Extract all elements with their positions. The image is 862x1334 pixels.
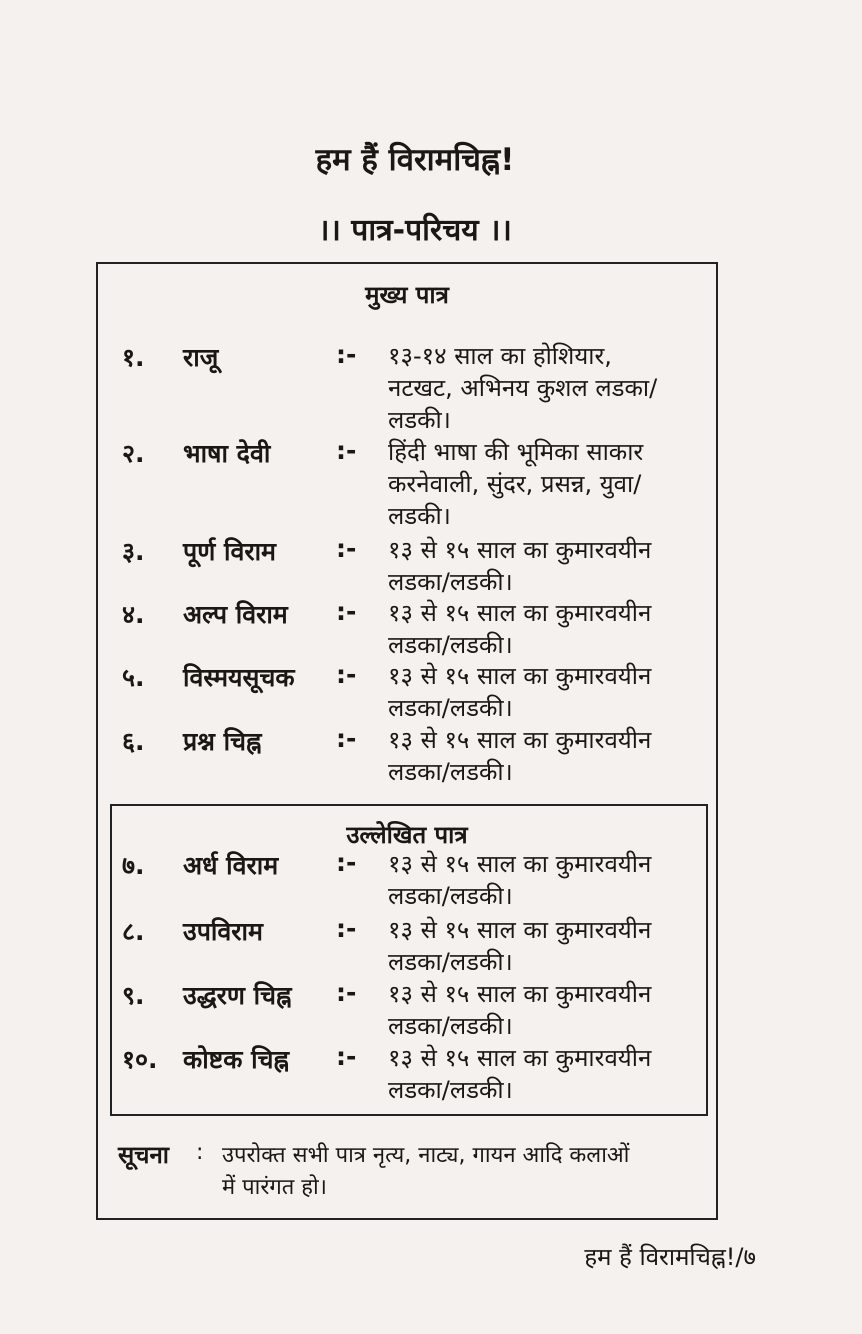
character-name: कोष्टक चिह्न <box>183 1045 290 1074</box>
character-number: ३. <box>122 537 145 566</box>
character-description: १३ से १५ साल का कुमारवयीन लडका/लडकी। <box>388 599 652 659</box>
separator: :- <box>336 534 357 563</box>
character-name: उपविराम <box>183 917 263 946</box>
separator: :- <box>336 660 357 689</box>
character-name: उद्धरण चिह्न <box>183 981 292 1010</box>
character-description: १३ से १५ साल का कुमारवयीन लडका/लडकी। <box>388 662 652 722</box>
character-number: ५. <box>122 663 145 692</box>
character-name: अर्ध विराम <box>183 851 279 880</box>
note-label: सूचना <box>118 1141 169 1169</box>
character-description: १३ से १५ साल का कुमारवयीन लडका/लडकी। <box>388 1044 652 1104</box>
character-number: २. <box>122 439 145 468</box>
page-title: हम हैं विरामचिह्न! <box>315 142 515 178</box>
character-description: १३ से १५ साल का कुमारवयीन लडका/लडकी। <box>388 980 652 1040</box>
separator: :- <box>336 978 357 1007</box>
character-name: प्रश्न चिह्न <box>183 727 262 756</box>
character-name: पूर्ण विराम <box>183 537 277 566</box>
page-subtitle: ।। पात्र-परिचय ।। <box>318 213 512 248</box>
character-name: विस्मयसूचक <box>183 663 295 692</box>
separator: :- <box>336 597 357 626</box>
character-number: ७. <box>122 851 145 880</box>
character-description: १३ से १५ साल का कुमारवयीन लडका/लडकी। <box>388 536 652 596</box>
character-description: हिंदी भाषा की भूमिका साकार करनेवाली, सुंदर, प्रसन्न, युवा/ लडकी। <box>388 438 644 530</box>
character-name: भाषा देवी <box>183 439 271 468</box>
character-number: ६. <box>122 727 145 756</box>
note-text: उपरोक्त सभी पात्र नृत्य, नाट्य, गायन आदि कलाओं में पारंगत हो। <box>222 1143 630 1200</box>
separator: :- <box>336 436 357 465</box>
character-description: १३ से १५ साल का कुमारवयीन लडका/लडकी। <box>388 726 652 786</box>
main-characters-heading: मुख्य पात्र <box>365 281 449 309</box>
character-number: १०. <box>122 1045 158 1074</box>
separator: :- <box>336 1042 357 1071</box>
note-separator: : <box>196 1140 204 1165</box>
character-row <box>0 1042 862 1152</box>
character-number: ४. <box>122 600 145 629</box>
character-description: १३ से १५ साल का कुमारवयीन लडका/लडकी। <box>388 850 652 910</box>
character-number: ९. <box>122 981 145 1010</box>
character-description: १३-१४ साल का होशियार, नटखट, अभिनय कुशल लडका/ लडकी। <box>388 342 658 434</box>
character-row <box>0 436 862 546</box>
separator: :- <box>336 848 357 877</box>
page-footer: हम हैं विरामचिह्न!/७ <box>584 1243 756 1271</box>
character-name: राजू <box>183 343 219 372</box>
character-description: १३ से १५ साल का कुमारवयीन लडका/लडकी। <box>388 916 652 976</box>
separator: :- <box>336 914 357 943</box>
character-number: ८. <box>122 917 145 946</box>
mentioned-characters-heading: उल्लेखित पात्र <box>346 821 468 849</box>
character-name: अल्प विराम <box>183 600 288 629</box>
character-row <box>0 340 862 450</box>
separator: :- <box>336 340 357 369</box>
separator: :- <box>336 724 357 753</box>
character-number: १. <box>122 343 145 372</box>
